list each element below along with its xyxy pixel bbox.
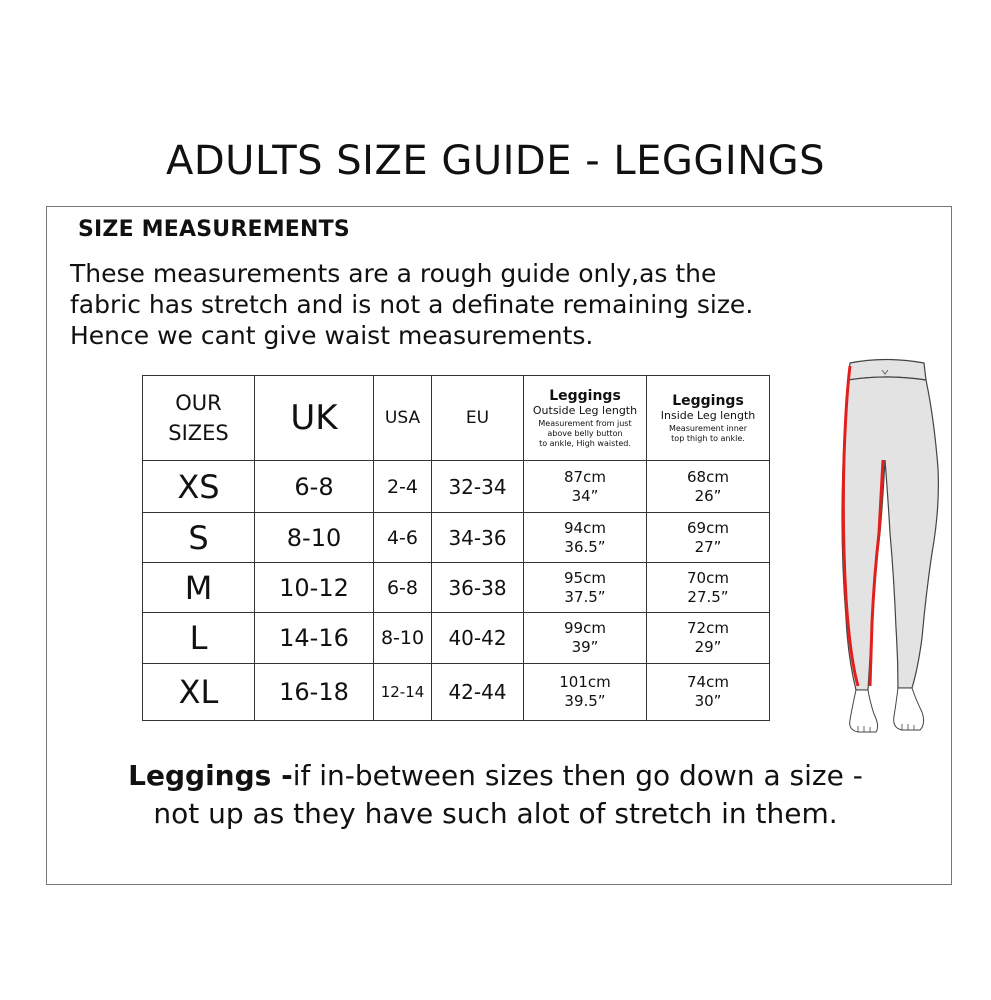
cell-inside-cm: 74cm: [687, 673, 729, 691]
cell-outside-cm: 94cm: [564, 518, 606, 537]
header-inside-title: Leggings: [672, 392, 744, 409]
cell-eu: 34-36: [432, 513, 524, 563]
cell-outside-in: 37.5”: [564, 587, 606, 606]
intro-line: Hence we cant give waist measurements.: [70, 321, 594, 350]
cell-usa: 12-14: [374, 664, 432, 721]
cell-size: L: [143, 613, 255, 664]
leggings-body: [842, 377, 938, 690]
table-row: [143, 563, 770, 613]
cell-outside-cm: 95cm: [564, 568, 606, 587]
header-inside-note-line: Measurement inner: [668, 423, 748, 433]
header-outside-title: Leggings: [549, 387, 621, 404]
cell-size: S: [143, 513, 255, 563]
cell-outside-cm: 101cm: [559, 673, 611, 691]
header-outside-subtitle: Outside Leg length: [532, 403, 638, 417]
table-row: [143, 613, 770, 664]
footer-line: [0, 757, 991, 795]
cell-outside-leg: [524, 461, 647, 513]
leggings-svg: [838, 358, 948, 738]
cell-inside-cm: 69cm: [687, 518, 729, 537]
header-inside-note: [647, 424, 769, 444]
cell-eu: 40-42: [432, 613, 524, 664]
cell-size: XL: [143, 664, 255, 721]
header-outside-note-line: above belly button: [547, 428, 623, 438]
intro-text: [70, 258, 930, 351]
footer-note: [0, 757, 991, 833]
leggings-illustration-icon: [838, 358, 948, 738]
cell-usa: 6-8: [374, 563, 432, 613]
cell-inside-leg: [647, 664, 770, 721]
cell-eu: 32-34: [432, 461, 524, 513]
header-eu: EU: [432, 376, 524, 461]
table-row: [143, 664, 770, 721]
footer-bold: Leggings -: [128, 759, 293, 792]
cell-outside-cm: 99cm: [564, 619, 606, 637]
header-inside-subtitle: Inside Leg length: [660, 408, 756, 422]
table-row: [143, 461, 770, 513]
cell-outside-leg: [524, 513, 647, 563]
cell-inside-leg: [647, 613, 770, 664]
cell-outside-leg: [524, 563, 647, 613]
header-uk: UK: [255, 376, 374, 461]
cell-inside-cm: 70cm: [687, 568, 729, 587]
cell-usa: 4-6: [374, 513, 432, 563]
cell-eu: 42-44: [432, 664, 524, 721]
cell-uk: 10-12: [255, 563, 374, 613]
section-heading: SIZE MEASUREMENTS: [78, 217, 350, 242]
footer-line: not up as they have such alot of stretch in them.: [153, 797, 838, 830]
header-outside-leg: [524, 376, 647, 461]
cell-usa: 8-10: [374, 613, 432, 664]
table-header-row: [143, 376, 770, 461]
cell-inside-in: 29”: [694, 638, 722, 656]
header-outside-note: [524, 419, 646, 449]
header-our-sizes-line: SIZES: [168, 421, 229, 445]
cell-inside-in: 27”: [694, 537, 722, 556]
header-outside-note-line: Measurement from just: [538, 418, 632, 428]
footer-line1-rest: if in-between sizes then go down a size -: [292, 759, 863, 792]
cell-outside-in: 39.5”: [564, 692, 606, 710]
cell-outside-in: 36.5”: [564, 537, 606, 556]
right-foot: [894, 688, 924, 730]
cell-inside-in: 26”: [694, 486, 722, 505]
header-inside-leg: [647, 376, 770, 461]
header-our-sizes-line: OUR: [175, 391, 222, 415]
cell-outside-leg: [524, 664, 647, 721]
cell-inside-leg: [647, 563, 770, 613]
cell-inside-in: 30”: [694, 692, 722, 710]
table-row: [143, 513, 770, 563]
size-table: [142, 375, 770, 721]
cell-outside-in: 34”: [571, 486, 599, 505]
cell-outside-leg: [524, 613, 647, 664]
cell-inside-cm: 72cm: [687, 619, 729, 637]
intro-line: These measurements are a rough guide only,as the: [70, 259, 717, 288]
cell-inside-leg: [647, 461, 770, 513]
header-our-sizes: [143, 376, 255, 461]
header-outside-note-line: to ankle, High waisted.: [539, 438, 631, 448]
cell-inside-cm: 68cm: [687, 467, 729, 486]
cell-uk: 14-16: [255, 613, 374, 664]
intro-line: fabric has stretch and is not a definate remaining size.: [70, 290, 754, 319]
cell-inside-in: 27.5”: [687, 587, 729, 606]
cell-uk: 16-18: [255, 664, 374, 721]
header-inside-note-line: top thigh to ankle.: [671, 433, 745, 443]
cell-size: XS: [143, 461, 255, 513]
cell-eu: 36-38: [432, 563, 524, 613]
page-title: ADULTS SIZE GUIDE - LEGGINGS: [166, 138, 825, 184]
left-foot: [850, 690, 878, 732]
cell-outside-cm: 87cm: [564, 467, 606, 486]
cell-inside-leg: [647, 513, 770, 563]
header-usa: USA: [374, 376, 432, 461]
cell-size: M: [143, 563, 255, 613]
cell-uk: 6-8: [255, 461, 374, 513]
cell-outside-in: 39”: [571, 638, 599, 656]
cell-usa: 2-4: [374, 461, 432, 513]
cell-uk: 8-10: [255, 513, 374, 563]
